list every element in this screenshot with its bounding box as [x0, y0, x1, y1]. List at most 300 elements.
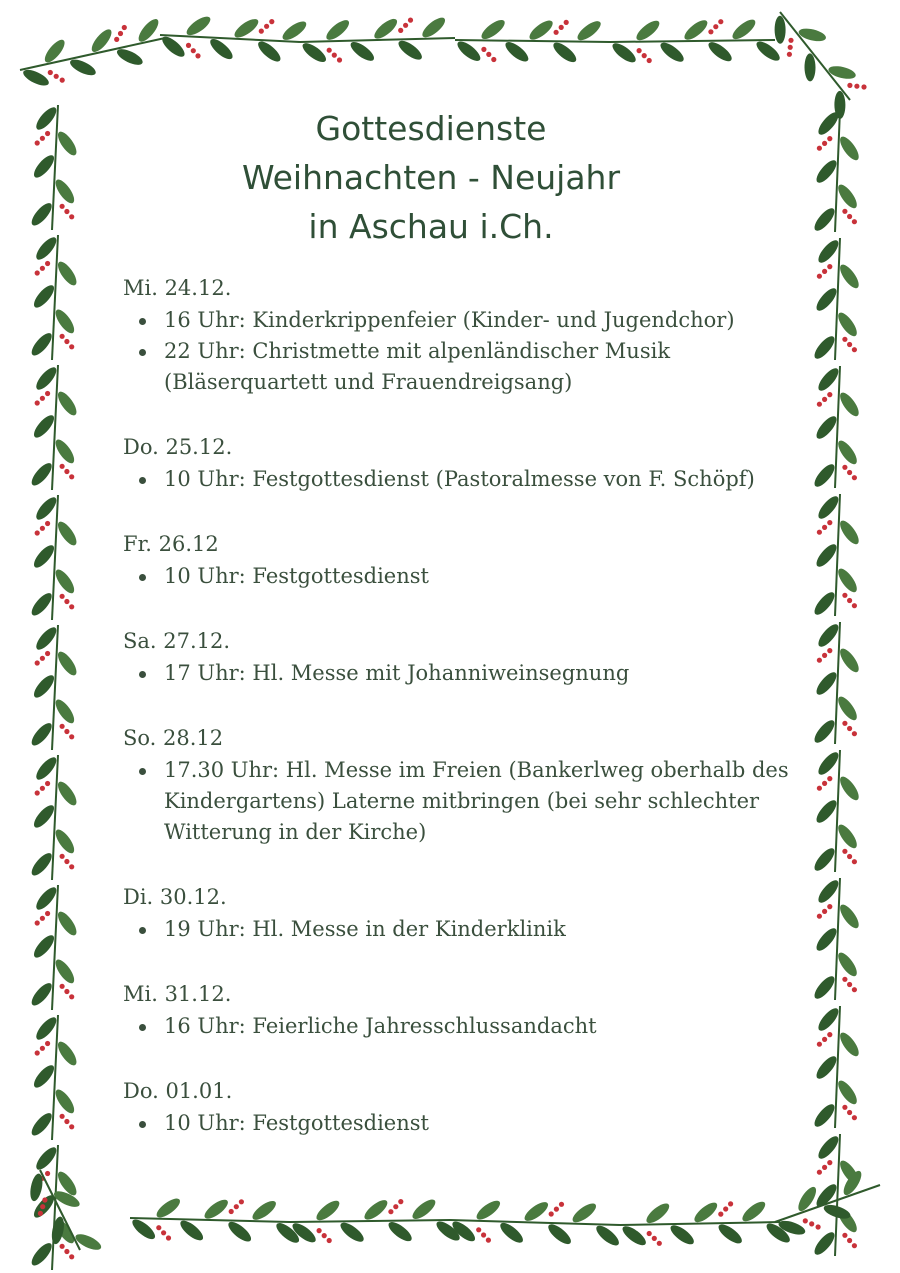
berry-icon	[816, 1224, 821, 1229]
berry-icon	[852, 1115, 857, 1120]
leaf-icon	[815, 365, 841, 393]
berry-icon	[69, 474, 74, 479]
leaf-icon	[31, 1062, 58, 1090]
berry-icon	[827, 392, 832, 397]
list-item	[123, 914, 803, 945]
branch-stem	[290, 1220, 450, 1222]
berry-icon	[337, 57, 342, 62]
berry-icon	[118, 31, 123, 36]
leaf-icon	[314, 1197, 343, 1223]
berry-icon	[35, 660, 40, 665]
leaf-icon	[497, 1220, 526, 1246]
berry-icon	[69, 344, 74, 349]
leaf-icon	[28, 1110, 55, 1138]
leaf-icon	[837, 646, 862, 675]
leaf-icon	[545, 1221, 574, 1247]
day-label: Do. 01.01.	[123, 1079, 233, 1103]
branch-stem	[52, 495, 58, 620]
leaf-icon	[835, 950, 860, 979]
berry-icon	[69, 604, 74, 609]
berry-icon	[842, 1233, 847, 1238]
event-text: 16 Uhr: Feierliche Jahresschlussandacht	[164, 1014, 597, 1038]
berry-icon	[64, 989, 69, 994]
leaf-icon	[28, 1240, 55, 1268]
berry-icon	[803, 1218, 808, 1223]
berry-icon	[327, 1238, 332, 1243]
berry-icon	[35, 920, 40, 925]
leaf-icon	[52, 1087, 77, 1116]
berry-icon	[822, 1037, 827, 1042]
leaf-icon	[774, 16, 785, 44]
leaf-icon	[730, 16, 759, 42]
bullet-icon	[139, 1121, 146, 1128]
berry-icon	[852, 859, 857, 864]
leaf-icon	[837, 518, 862, 547]
branch-stem	[835, 238, 840, 360]
leaf-icon	[811, 333, 837, 361]
leaf-icon	[250, 1198, 279, 1224]
berry-icon	[186, 43, 191, 48]
berry-icon	[842, 977, 847, 982]
event-text: 22 Uhr: Christmette mit alpenländischer Musik (Bläserquartett und Frauendreigsang)	[164, 339, 671, 394]
berry-icon	[559, 25, 564, 30]
berry-icon	[861, 84, 866, 89]
leaf-icon	[837, 774, 862, 803]
bullet-icon	[139, 318, 146, 325]
leaf-icon	[33, 364, 60, 392]
berry-icon	[827, 1032, 832, 1037]
day-block	[123, 978, 803, 1042]
berry-icon	[60, 1114, 65, 1119]
leaf-icon	[815, 621, 841, 649]
branch-stem	[130, 1218, 290, 1222]
day-block	[123, 431, 803, 495]
list-item	[123, 561, 803, 592]
berry-icon	[718, 19, 723, 24]
berry-icon	[852, 603, 857, 608]
leaf-icon	[479, 17, 508, 43]
berry-icon	[476, 1227, 481, 1232]
berry-icon	[847, 726, 852, 731]
berry-icon	[64, 1249, 69, 1254]
leaf-icon	[184, 13, 213, 38]
branch-stem	[52, 365, 58, 490]
berry-icon	[114, 37, 119, 42]
day-label: Fr. 26.12	[123, 532, 219, 556]
berry-icon	[166, 1235, 171, 1240]
day-label: Mi. 24.12.	[123, 276, 232, 300]
branch-stem	[835, 750, 840, 872]
berry-icon	[60, 78, 65, 83]
berry-icon	[817, 1042, 822, 1047]
list-item	[123, 755, 803, 848]
bullet-icon	[139, 671, 146, 678]
berry-icon	[195, 53, 200, 58]
leaf-icon	[33, 1144, 60, 1172]
berry-icon	[822, 1165, 827, 1170]
branch-stem	[52, 1015, 58, 1140]
leaf-icon	[31, 672, 58, 700]
leaf-icon	[811, 461, 837, 489]
leaf-icon	[813, 1053, 839, 1081]
berry-icon	[559, 1202, 564, 1207]
berry-icon	[322, 1233, 327, 1238]
berry-icon	[842, 721, 847, 726]
leaf-icon	[668, 1222, 697, 1248]
berry-icon	[564, 20, 569, 25]
leaf-icon	[52, 307, 77, 336]
event-text: 17 Uhr: Hl. Messe mit Johanniweinsegnung	[164, 661, 630, 685]
leaf-icon	[610, 40, 639, 66]
berry-icon	[264, 24, 269, 29]
leaf-icon	[232, 16, 261, 41]
event-text: 17.30 Uhr: Hl. Messe im Freien (Bankerlweg oberhalb des Kindergartens) Laterne mitbringen (bei sehr schlechter Witterung in der Kirche)	[164, 758, 789, 844]
berry-icon	[486, 52, 491, 57]
branch-stem	[52, 235, 58, 360]
berry-icon	[69, 734, 74, 739]
berry-icon	[817, 658, 822, 663]
berry-icon	[327, 48, 332, 53]
leaf-icon	[33, 884, 60, 912]
berry-icon	[48, 70, 53, 75]
berry-icon	[403, 23, 408, 28]
leaf-icon	[593, 1222, 622, 1248]
berry-icon	[45, 521, 50, 526]
branch-stem	[610, 40, 775, 42]
leaf-icon	[804, 53, 815, 81]
berry-icon	[45, 1171, 50, 1176]
berry-icon	[842, 1105, 847, 1110]
leaf-icon	[28, 330, 55, 358]
service-schedule	[123, 272, 803, 1172]
berry-icon	[847, 598, 852, 603]
berry-icon	[38, 1211, 43, 1216]
bullet-icon	[139, 768, 146, 775]
event-list	[123, 1011, 803, 1042]
berry-icon	[827, 264, 832, 269]
berry-icon	[817, 274, 822, 279]
branch-stem	[52, 885, 58, 1010]
branch-stem	[52, 755, 58, 880]
list-item	[123, 464, 803, 495]
berry-icon	[69, 994, 74, 999]
bullet-icon	[139, 1024, 146, 1031]
leaf-icon	[55, 649, 80, 678]
leaf-icon	[811, 1229, 837, 1257]
berry-icon	[42, 1197, 47, 1202]
leaf-icon	[362, 1197, 391, 1223]
leaf-icon	[795, 1184, 819, 1214]
leaf-icon	[813, 669, 839, 697]
berry-icon	[481, 1232, 486, 1237]
event-list	[123, 914, 803, 945]
berry-icon	[822, 909, 827, 914]
branch-stem	[20, 38, 165, 70]
berry-icon	[156, 1225, 161, 1230]
leaf-icon	[52, 437, 77, 466]
berry-icon	[817, 1170, 822, 1175]
berry-icon	[60, 464, 65, 469]
day-label: Sa. 27.12.	[123, 629, 231, 653]
leaf-icon	[813, 797, 839, 825]
berry-icon	[491, 57, 496, 62]
berry-icon	[708, 29, 713, 34]
berry-icon	[229, 1209, 234, 1214]
leaf-icon	[55, 779, 80, 808]
leaf-icon	[129, 1216, 158, 1242]
leaf-icon	[575, 18, 604, 44]
leaf-icon	[207, 36, 235, 63]
berry-icon	[35, 530, 40, 535]
berry-icon	[64, 1119, 69, 1124]
leaf-icon	[115, 46, 145, 68]
leaf-icon	[33, 1014, 60, 1042]
leaf-icon	[31, 932, 58, 960]
leaf-icon	[28, 590, 55, 618]
leaf-icon	[527, 17, 556, 43]
berry-icon	[54, 74, 59, 79]
berry-icon	[45, 1041, 50, 1046]
leaf-icon	[813, 285, 839, 313]
berry-icon	[713, 24, 718, 29]
berry-icon	[40, 1046, 45, 1051]
berry-icon	[822, 525, 827, 530]
berry-icon	[847, 1238, 852, 1243]
leaf-icon	[835, 310, 860, 339]
berry-icon	[35, 400, 40, 405]
berry-icon	[842, 337, 847, 342]
leaf-icon	[811, 845, 837, 873]
list-item	[123, 658, 803, 689]
berry-icon	[554, 1207, 559, 1212]
berry-icon	[827, 520, 832, 525]
berry-icon	[481, 47, 486, 52]
berry-icon	[317, 1228, 322, 1233]
berry-icon	[398, 1199, 403, 1204]
leaf-icon	[634, 17, 663, 43]
title-line: Weihnachten - Neujahr	[241, 158, 621, 197]
berry-icon	[817, 402, 822, 407]
leaf-icon	[474, 1197, 503, 1222]
berry-icon	[787, 52, 792, 57]
leaf-icon	[811, 1101, 837, 1129]
berry-icon	[827, 904, 832, 909]
leaf-icon	[28, 720, 55, 748]
leaf-icon	[55, 1039, 80, 1068]
leaf-icon	[455, 38, 484, 64]
berry-icon	[69, 1254, 74, 1259]
berry-icon	[852, 731, 857, 736]
leaf-icon	[835, 566, 860, 595]
berry-icon	[40, 916, 45, 921]
leaf-icon	[837, 1030, 862, 1059]
leaf-icon	[837, 902, 862, 931]
leaf-icon	[396, 37, 425, 62]
berry-icon	[69, 864, 74, 869]
berry-icon	[822, 781, 827, 786]
leaf-icon	[255, 38, 283, 65]
branch-stem	[835, 494, 840, 616]
berry-icon	[827, 648, 832, 653]
leaf-icon	[835, 822, 860, 851]
branch-stem	[52, 1145, 58, 1270]
berry-icon	[60, 984, 65, 989]
leaf-icon	[154, 1195, 183, 1221]
branch-stem	[455, 40, 610, 42]
leaf-icon	[55, 389, 80, 418]
day-block	[123, 625, 803, 689]
berry-icon	[486, 1238, 491, 1243]
leaf-icon	[813, 925, 839, 953]
berry-icon	[408, 18, 413, 23]
leaf-icon	[31, 802, 58, 830]
berry-icon	[191, 48, 196, 53]
berry-icon	[35, 1050, 40, 1055]
leaf-icon	[837, 262, 862, 291]
berry-icon	[728, 1201, 733, 1206]
leaf-icon	[55, 519, 80, 548]
list-item	[123, 1011, 803, 1042]
berry-icon	[40, 396, 45, 401]
leaf-icon	[815, 1005, 841, 1033]
leaf-icon	[73, 1231, 103, 1253]
leaf-icon	[21, 67, 51, 89]
list-item	[123, 336, 803, 398]
leaf-icon	[33, 494, 60, 522]
event-list	[123, 464, 803, 495]
berry-icon	[60, 1244, 65, 1249]
leaf-icon	[570, 1200, 599, 1225]
leaf-icon	[52, 697, 77, 726]
berry-icon	[842, 849, 847, 854]
list-item	[123, 305, 803, 336]
leaf-icon	[371, 16, 400, 42]
leaf-icon	[31, 542, 58, 570]
leaf-icon	[815, 493, 841, 521]
berry-icon	[852, 347, 857, 352]
day-block	[123, 722, 803, 848]
berry-icon	[40, 1204, 45, 1209]
leaf-icon	[550, 39, 579, 65]
berry-icon	[259, 29, 264, 34]
branch-stem	[160, 35, 300, 42]
bullet-icon	[139, 574, 146, 581]
leaf-icon	[835, 438, 860, 467]
leaf-icon	[159, 33, 187, 60]
bullet-icon	[139, 349, 146, 356]
berry-icon	[817, 914, 822, 919]
berry-icon	[847, 83, 852, 88]
berry-icon	[393, 1204, 398, 1209]
branch-stem	[620, 1222, 780, 1225]
berry-icon	[60, 334, 65, 339]
leaf-icon	[55, 909, 80, 938]
leaf-icon	[643, 1200, 672, 1226]
leaf-icon	[410, 1196, 439, 1222]
leaf-icon	[813, 541, 839, 569]
berry-icon	[657, 1241, 662, 1246]
berry-icon	[269, 19, 274, 24]
branch-stem	[450, 1220, 620, 1225]
berry-icon	[64, 599, 69, 604]
leaf-icon	[28, 850, 55, 878]
leaf-icon	[323, 17, 352, 43]
berry-icon	[40, 786, 45, 791]
berry-icon	[847, 342, 852, 347]
leaf-icon	[68, 56, 98, 78]
berry-icon	[388, 1209, 393, 1214]
leaf-icon	[815, 749, 841, 777]
leaf-icon	[815, 1133, 841, 1161]
berry-icon	[60, 854, 65, 859]
berry-icon	[847, 982, 852, 987]
leaf-icon	[55, 259, 80, 288]
berry-icon	[64, 469, 69, 474]
day-block	[123, 528, 803, 592]
branch-stem	[835, 1134, 840, 1256]
berry-icon	[822, 653, 827, 658]
leaf-icon	[280, 18, 309, 43]
leaf-icon	[706, 39, 735, 65]
leaf-icon	[811, 589, 837, 617]
branch-stem	[52, 625, 58, 750]
leaf-icon	[716, 1221, 745, 1247]
berry-icon	[788, 38, 793, 43]
branch-stem	[835, 366, 840, 488]
leaf-icon	[813, 413, 839, 441]
berry-icon	[549, 1211, 554, 1216]
berry-icon	[234, 1204, 239, 1209]
leaf-icon	[835, 1078, 860, 1107]
event-text: 19 Uhr: Hl. Messe in der Kinderklinik	[164, 917, 566, 941]
berry-icon	[45, 391, 50, 396]
leaf-icon	[338, 1219, 367, 1245]
branch-stem	[835, 1006, 840, 1128]
event-list	[123, 561, 803, 592]
berry-icon	[40, 526, 45, 531]
leaf-icon	[225, 1219, 254, 1245]
berry-icon	[45, 911, 50, 916]
berry-icon	[239, 1199, 244, 1204]
day-block	[123, 272, 803, 398]
leaf-icon	[31, 282, 58, 310]
leaf-icon	[52, 567, 77, 596]
leaf-icon	[31, 412, 58, 440]
title-line: Gottesdienste	[315, 109, 547, 148]
berry-icon	[40, 656, 45, 661]
berry-icon	[718, 1212, 723, 1217]
berry-icon	[788, 45, 793, 50]
berry-icon	[45, 651, 50, 656]
berry-icon	[854, 84, 859, 89]
berry-icon	[64, 729, 69, 734]
title-line: in Aschau i.Ch.	[308, 207, 554, 246]
event-list	[123, 305, 803, 398]
leaf-icon	[658, 39, 687, 65]
leaf-icon	[386, 1219, 415, 1245]
day-label: Di. 30.12.	[123, 885, 227, 909]
leaf-icon	[33, 624, 60, 652]
berry-icon	[64, 859, 69, 864]
berry-icon	[647, 58, 652, 63]
berry-icon	[35, 790, 40, 795]
berry-icon	[847, 854, 852, 859]
leaf-icon	[348, 39, 377, 64]
berry-icon	[122, 25, 127, 30]
berry-icon	[842, 465, 847, 470]
berry-icon	[69, 1124, 74, 1129]
berry-icon	[852, 475, 857, 480]
